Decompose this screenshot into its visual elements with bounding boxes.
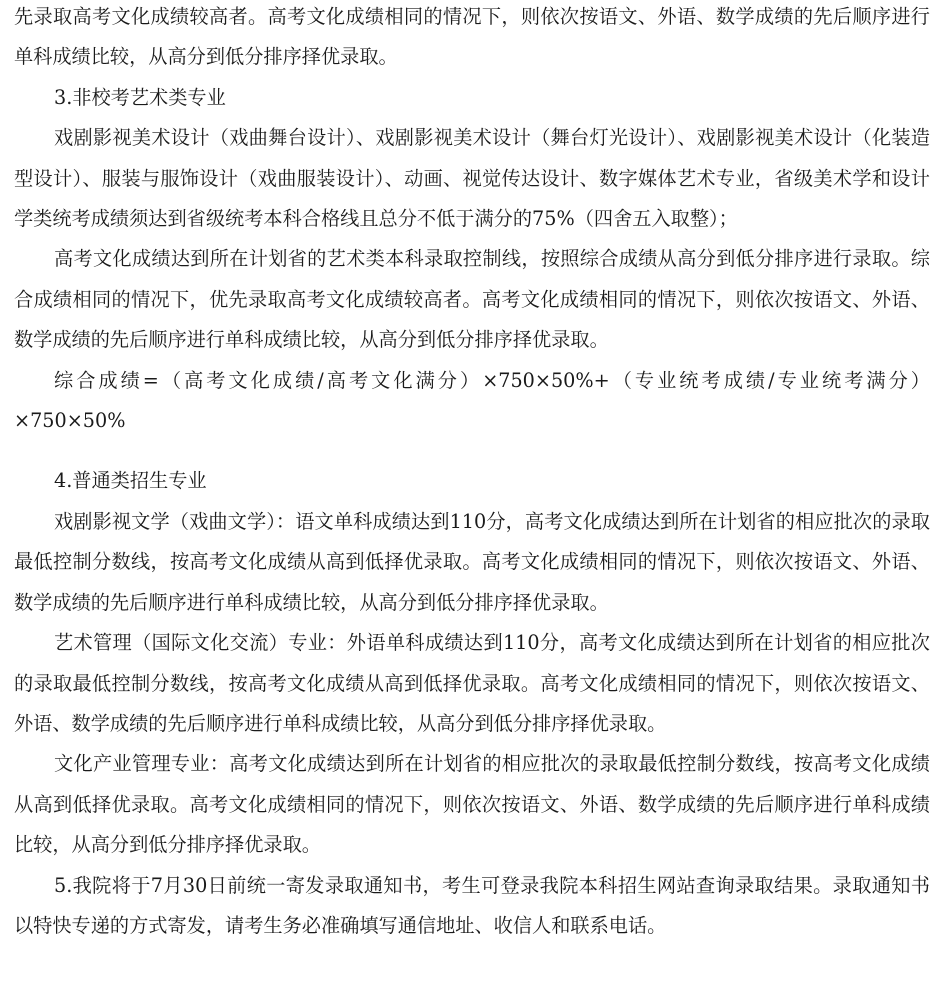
paragraph-cultural-industry-management: 文化产业管理专业：高考文化成绩达到所在计划省的相应批次的录取最低控制分数线，按高考文化成绩从高到低择优录取。高考文化成绩相同的情况下，则依次按语文、外语、数学成绩的先后顺序进行单科成绩比较，从高分到低分排序择优录取。 xyxy=(14,752,930,857)
paragraph-composite-score-formula: 综合成绩=（高考文化成绩/高考文化满分）×750×50%+（专业统考成绩/专业统考满分）×750×50% xyxy=(14,368,930,433)
paragraph-drama-literature: 戏剧影视文学（戏曲文学）：语文单科成绩达到110分，高考文化成绩达到所在计划省的相应批次的录取最低控制分数线，按高考文化成绩从高到低择优录取。高考文化成绩相同的情况下，则依次按语文、外语、数学成绩的先后顺序进行单科成绩比较，从高分到低分排序择优录取。 xyxy=(14,509,930,614)
paragraph-art-majors-requirements: 戏剧影视美术设计（戏曲舞台设计）、戏剧影视美术设计（舞台灯光设计）、戏剧影视美术设计（化装造型设计）、服装与服饰设计（戏曲服装设计）、动画、视觉传达设计、数字媒体艺术专业，省级美术学和设计学类统考成绩须达到省级统考本科合格线且总分不低于满分的75%（四舍五入取整）； xyxy=(14,126,930,231)
paragraph-arts-management: 艺术管理（国际文化交流）专业：外语单科成绩达到110分，高考文化成绩达到所在计划省的相应批次的录取最低控制分数线，按高考文化成绩从高到低择优录取。高考文化成绩相同的情况下，则依次按语文、外语、数学成绩的先后顺序进行单科成绩比较，从高分到低分排序择优录取。 xyxy=(14,631,930,735)
paragraph-art-majors-admission: 高考文化成绩达到所在计划省的艺术类本科录取控制线，按照综合成绩从高分到低分排序进行录取。综合成绩相同的情况下，优先录取高考文化成绩较高者。高考文化成绩相同的情况下，则依次按语文、外语、数学成绩的先后顺序进行单科成绩比较，从高分到低分排序择优录取。 xyxy=(14,247,930,352)
paragraph-admission-notice: 5.我院将于7月30日前统一寄发录取通知书，考生可登录我院本科招生网站查询录取结果。录取通知书以特快专递的方式寄发，请考生务必准确填写通信地址、收信人和联系电话。 xyxy=(14,873,930,937)
paragraph-continuation: 先录取高考文化成绩较高者。高考文化成绩相同的情况下，则依次按语文、外语、数学成绩的先后顺序进行单科成绩比较，从高分到低分排序择优录取。 xyxy=(14,5,930,69)
section-heading-4: 4.普通类招生专业 xyxy=(54,469,207,493)
document-page xyxy=(14,0,930,946)
section-heading-3: 3.非校考艺术类专业 xyxy=(54,85,226,109)
